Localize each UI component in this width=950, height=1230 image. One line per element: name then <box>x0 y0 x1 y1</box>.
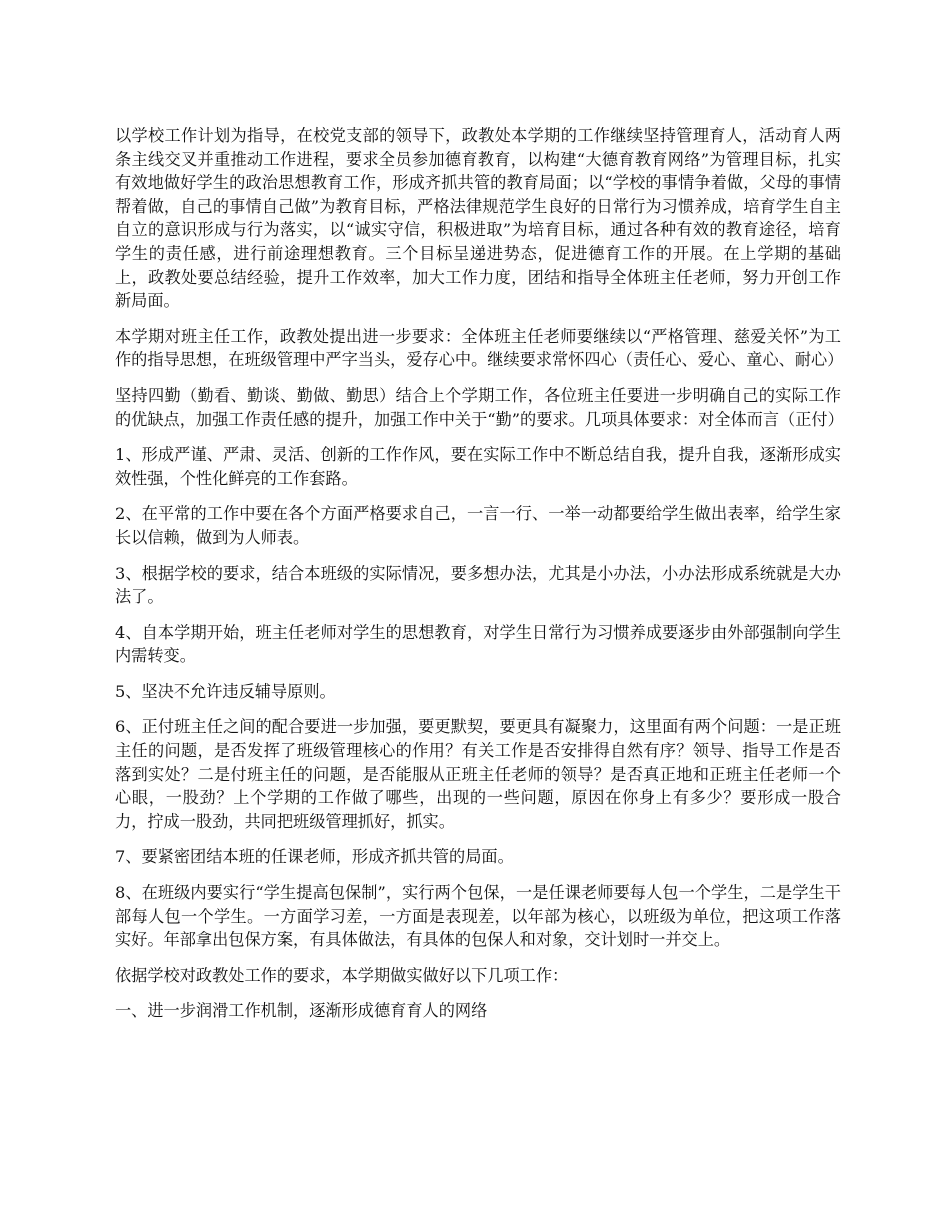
paragraph-school-requirements: 依据学校对政教处工作的要求，本学期做实做好以下几项工作： <box>115 965 569 985</box>
list-item-3: 3、根据学校的要求，结合本班级的实际情况，要多想办法，尤其是小办法，小办法形成系统就是大办法了。 <box>115 563 841 607</box>
list-item-4: 4、自本学期开始，班主任老师对学生的思想教育，对学生日常行为习惯养成要逐步由外部强制向学生内需转变。 <box>115 622 841 666</box>
section-heading-one: 一、进一步润滑工作机制，逐渐形成德育育人的网络 <box>115 1001 488 1021</box>
paragraph-requirements: 本学期对班主任工作，政教处提出进一步要求：全体班主任老师要继续以“严格管理、慈爱关怀”为工作的指导思想，在班级管理中严字当头，爱存心中。继续要求常怀四心（责任心、爱心、童心、耐心） <box>115 326 844 370</box>
list-item-7: 7、要紧密团结本班的任课老师，形成齐抓共管的局面。 <box>115 847 514 867</box>
document-body <box>115 124 844 1035</box>
paragraph-intro: 以学校工作计划为指导，在校党支部的领导下，政教处本学期的工作继续坚持管理育人，活动育人两条主线交叉并重推动工作进程，要求全员参加德育教育，以构建“大德育教育网络”为管理目标，扎实有效地做好学生的政治思想教育工作，形成齐抓共管的教育局面；以“学校的事情争着做，父母的事情帮着做，自己的事情自己做”为教育目标，严格法律规范学生良好的日常行为习惯养成，培育学生自主自立的意识形成与行为落实，以“诚实守信，积极进取”为培育目标，通过各种有效的教育途径，培育学生的责任感，进行前途理想教育。三个目标呈递进势态，促进德育工作的开展。在上学期的基础上，政教处要总结经验，提升工作效率，加大工作力度，团结和指导全体班主任老师，努力开创工作新局面。 <box>115 126 841 311</box>
list-item-2: 2、在平常的工作中要在各个方面严格要求自己，一言一行、一举一动都要给学生做出表率，给学生家长以信赖，做到为人师表。 <box>115 504 841 547</box>
paragraph-four-diligences: 坚持四勤（勤看、勤谈、勤做、勤思）结合上个学期工作，各位班主任要进一步明确自己的实际工作的优缺点，加强工作责任感的提升，加强工作中关于“勤”的要求。几项具体要求：对全体而言（正付） <box>115 385 844 429</box>
list-item-8: 8、在班级内要实行“学生提高包保制”，实行两个包保，一是任课老师要每人包一个学生，二是学生干部每人包一个学生。一方面学习差，一方面是表现差，以年部为核心，以班级为单位，把这项工作落实好。年部拿出包保方案，有具体做法，有具体的包保人和对象，交计划时一并交上。 <box>115 883 841 950</box>
list-item-6: 6、正付班主任之间的配合要进一步加强，要更默契，要更具有凝聚力，这里面有两个问题：一是正班主任的问题，是否发挥了班级管理核心的作用？有关工作是否安排得自然有序？领导、指导工作是否落到实处？二是付班主任的问题，是否能服从正班主任老师的领导？是否真正地和正班主任老师一个心眼，一股劲？上个学期的工作做了哪些，出现的一些问题，原因在你身上有多少？要形成一股合力，拧成一股劲，共同把班级管理抓好，抓实。 <box>115 717 841 831</box>
list-item-5: 5、坚决不允许违反辅导原则。 <box>115 681 336 701</box>
list-item-1: 1、形成严谨、严肃、灵活、创新的工作作风，要在实际工作中不断总结自我，提升自我，逐渐形成实效性强，个性化鲜亮的工作套路。 <box>115 445 841 488</box>
